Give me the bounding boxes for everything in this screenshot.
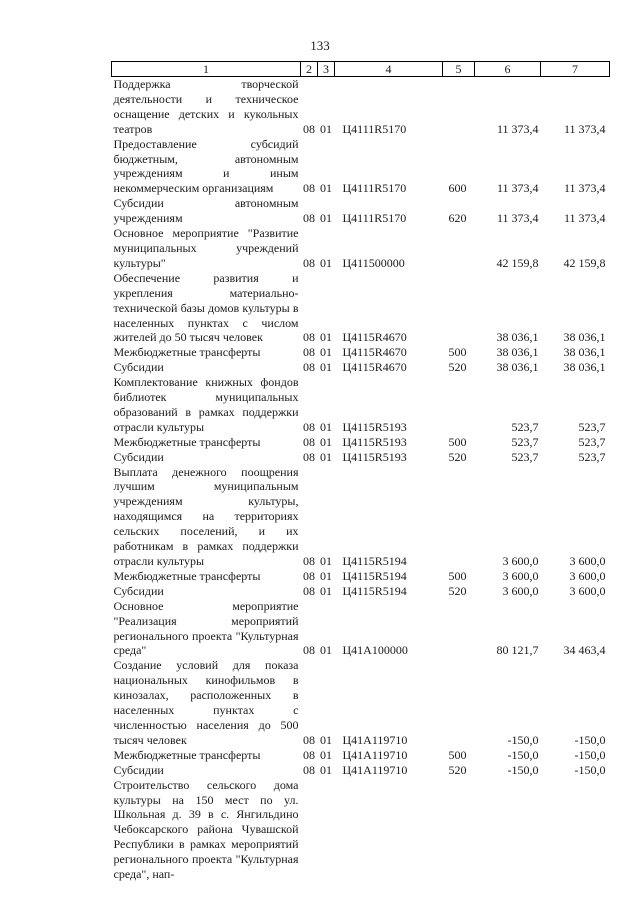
row-section: 08 xyxy=(303,762,315,777)
header-col-3: 3 xyxy=(318,62,335,77)
row-description: Межбюджетные трансферты xyxy=(113,434,261,449)
row-amount-2: -150,0 xyxy=(574,747,606,762)
table-row xyxy=(112,137,610,197)
row-expense-type: 620 xyxy=(448,211,467,226)
row-description: Субсидии xyxy=(113,583,164,598)
row-amount-1: 523,7 xyxy=(511,419,539,434)
row-expense-type: 500 xyxy=(448,568,467,583)
row-amount-2: 3 600,0 xyxy=(569,568,606,583)
row-subsection: 01 xyxy=(320,732,332,747)
row-expense-type xyxy=(443,778,475,882)
header-col-4: 4 xyxy=(335,62,443,77)
row-section: 08 xyxy=(303,419,315,434)
row-expense-type: 500 xyxy=(448,747,467,762)
row-target-article: Ц4111R5170 xyxy=(342,121,407,136)
row-target-article: Ц41А119710 xyxy=(342,747,408,762)
row-expense-type: 600 xyxy=(448,181,467,196)
row-expense-type: 500 xyxy=(448,345,467,360)
row-description: Субсидии автономным учреждениям xyxy=(113,196,299,226)
row-target-article: Ц4115R5194 xyxy=(342,583,407,598)
row-expense-type xyxy=(443,226,475,271)
row-subsection: 01 xyxy=(320,211,332,226)
row-amount-1: 11 373,4 xyxy=(496,121,539,136)
row-target-article: Ц4115R4670 xyxy=(342,360,407,375)
row-description: Субсидии xyxy=(113,360,164,375)
row-target-article: Ц4115R5194 xyxy=(342,568,407,583)
row-target-article: Ц41А119710 xyxy=(342,762,408,777)
row-description: Предоставление субсидий бюджетным, автономным учреждениям и иным некоммерческим организациям xyxy=(113,136,299,196)
row-target-article xyxy=(335,778,443,882)
row-description: Обеспечение развития и укрепления материально-технической базы домов культуры в населенных пунктах с числом жителей до 50 тысяч человек xyxy=(113,270,299,345)
row-amount-1: 3 600,0 xyxy=(502,554,539,568)
header-col-1: 1 xyxy=(112,62,301,77)
row-expense-type xyxy=(443,375,475,435)
row-section: 08 xyxy=(303,255,315,270)
row-description: Строительство сельского дома культуры на 150 мест по ул. Школьная д. 39 в с. Янгильдино Чебоксарского района Чувашской Республики в рамках мероприятий регионального проекта "Культурная среда", нап- xyxy=(113,777,299,882)
row-target-article: Ц411500000 xyxy=(342,255,405,270)
row-section xyxy=(301,778,318,882)
row-expense-type xyxy=(443,271,475,346)
row-section: 08 xyxy=(303,211,315,226)
row-amount-1: 11 373,4 xyxy=(496,211,539,226)
row-section: 08 xyxy=(303,330,315,345)
row-subsection: 01 xyxy=(320,568,332,583)
row-section: 08 xyxy=(303,181,315,196)
row-amount-2: 11 373,4 xyxy=(563,181,606,196)
row-amount-2: 3 600,0 xyxy=(569,583,606,598)
row-amount-1: 3 600,0 xyxy=(502,568,539,583)
table-row xyxy=(112,196,610,226)
row-subsection: 01 xyxy=(320,554,332,568)
row-amount-2: 34 463,4 xyxy=(563,643,606,658)
table-row xyxy=(112,465,610,569)
row-amount-2: 523,7 xyxy=(578,449,606,464)
table-body xyxy=(112,77,610,882)
row-subsection: 01 xyxy=(320,255,332,270)
row-expense-type: 500 xyxy=(448,434,467,449)
row-description: Межбюджетные трансферты xyxy=(113,568,261,583)
row-amount-1: 11 373,4 xyxy=(496,181,539,196)
row-subsection: 01 xyxy=(320,643,332,658)
row-amount-1: 38 036,1 xyxy=(496,345,539,360)
row-expense-type: 520 xyxy=(448,583,467,598)
row-expense-type xyxy=(443,658,475,747)
table-row xyxy=(112,271,610,346)
table-row xyxy=(112,450,610,465)
row-section: 08 xyxy=(303,360,315,375)
table-row xyxy=(112,77,610,137)
row-section: 08 xyxy=(303,121,315,136)
row-expense-type: 520 xyxy=(448,360,467,375)
row-amount-1: 42 159,8 xyxy=(496,255,539,270)
row-expense-type xyxy=(443,465,475,569)
row-description: Создание условий для показа национальных кинофильмов в кинозалах, расположенных в населенных пунктах с численностью населения до 500 тысяч человек xyxy=(113,658,299,747)
row-amount-1: 38 036,1 xyxy=(496,360,539,375)
row-amount-2: 42 159,8 xyxy=(563,255,606,270)
row-subsection: 01 xyxy=(320,449,332,464)
row-description: Основное мероприятие "Реализация мероприятий регионального проекта "Культурная среда" xyxy=(113,598,299,658)
row-expense-type: 520 xyxy=(448,449,467,464)
row-subsection: 01 xyxy=(320,747,332,762)
row-amount-1: -150,0 xyxy=(507,762,539,777)
row-section: 08 xyxy=(303,643,315,658)
row-amount-2: 11 373,4 xyxy=(563,211,606,226)
table-row xyxy=(112,584,610,599)
row-amount-1: 523,7 xyxy=(511,434,539,449)
row-subsection xyxy=(318,778,335,882)
row-subsection: 01 xyxy=(320,121,332,136)
row-section: 08 xyxy=(303,449,315,464)
row-description: Межбюджетные трансферты xyxy=(113,345,261,360)
table-row xyxy=(112,658,610,747)
row-amount-2: -150,0 xyxy=(574,732,606,747)
row-expense-type xyxy=(443,599,475,659)
row-amount-2: 523,7 xyxy=(578,419,606,434)
header-col-7: 7 xyxy=(541,62,610,77)
page-number: 133 xyxy=(310,38,330,53)
row-description: Субсидии xyxy=(113,449,164,464)
row-section: 08 xyxy=(303,434,315,449)
row-subsection: 01 xyxy=(320,583,332,598)
table-row xyxy=(112,226,610,271)
row-section: 08 xyxy=(303,732,315,747)
row-description: Субсидии xyxy=(113,762,164,777)
row-subsection: 01 xyxy=(320,330,332,345)
row-amount-2: 38 036,1 xyxy=(563,345,606,360)
table-header-row xyxy=(112,62,610,77)
row-description: Основное мероприятие "Развитие муниципальных учреждений культуры" xyxy=(113,226,299,270)
row-section: 08 xyxy=(303,583,315,598)
table-row xyxy=(112,778,610,882)
row-amount-1: -150,0 xyxy=(507,732,539,747)
row-amount-1 xyxy=(475,778,541,882)
row-target-article: Ц4115R5193 xyxy=(342,434,407,449)
row-amount-1: 80 121,7 xyxy=(496,643,539,658)
row-amount-1: 38 036,1 xyxy=(496,330,539,345)
row-section: 08 xyxy=(303,568,315,583)
row-target-article: Ц4111R5170 xyxy=(342,211,407,226)
row-target-article: Ц4115R4670 xyxy=(342,330,407,345)
row-target-article: Ц4115R5193 xyxy=(342,449,407,464)
row-target-article: Ц4115R4670 xyxy=(342,345,407,360)
row-amount-2: 11 373,4 xyxy=(563,121,606,136)
table-row xyxy=(112,435,610,450)
table-row xyxy=(112,345,610,360)
row-amount-2: 523,7 xyxy=(578,434,606,449)
row-subsection: 01 xyxy=(320,360,332,375)
row-description: Комплектование книжных фондов библиотек муниципальных образований в рамках поддержки отрасли культуры xyxy=(113,375,299,434)
row-amount-1: 3 600,0 xyxy=(502,583,539,598)
table-row xyxy=(112,569,610,584)
row-description: Поддержка творческой деятельности и техническое оснащение детских и кукольных театров xyxy=(113,77,299,136)
budget-table xyxy=(111,61,610,882)
table-row xyxy=(112,599,610,659)
table-row xyxy=(112,763,610,778)
row-amount-1: -150,0 xyxy=(507,747,539,762)
row-target-article: Ц4115R5193 xyxy=(342,419,407,434)
header-col-2: 2 xyxy=(301,62,318,77)
row-target-article: Ц4111R5170 xyxy=(342,181,407,196)
header-col-5: 5 xyxy=(443,62,475,77)
row-target-article: Ц4115R5194 xyxy=(342,554,407,568)
row-subsection: 01 xyxy=(320,181,332,196)
row-section: 08 xyxy=(303,747,315,762)
header-col-6: 6 xyxy=(475,62,541,77)
row-amount-2: 38 036,1 xyxy=(563,360,606,375)
row-subsection: 01 xyxy=(320,419,332,434)
row-subsection: 01 xyxy=(320,434,332,449)
row-amount-2: 38 036,1 xyxy=(563,330,606,345)
row-amount-2 xyxy=(541,778,610,882)
table-row xyxy=(112,360,610,375)
row-subsection: 01 xyxy=(320,762,332,777)
row-expense-type: 520 xyxy=(448,762,467,777)
row-description: Межбюджетные трансферты xyxy=(113,747,261,762)
row-description: Выплата денежного поощрения лучшим муниципальным учреждениям культуры, находящимся на территориях сельских поселений, и их работникам в рамках поддержки отрасли культуры xyxy=(113,464,299,568)
row-expense-type xyxy=(443,77,475,137)
table-row xyxy=(112,748,610,763)
row-section: 08 xyxy=(303,345,315,360)
row-target-article: Ц41А119710 xyxy=(342,732,408,747)
row-subsection: 01 xyxy=(320,345,332,360)
row-target-article: Ц41А100000 xyxy=(342,643,408,658)
row-section: 08 xyxy=(303,554,315,568)
row-amount-1: 523,7 xyxy=(511,449,539,464)
row-amount-2: 3 600,0 xyxy=(569,554,606,568)
table-row xyxy=(112,375,610,435)
row-amount-2: -150,0 xyxy=(574,762,606,777)
